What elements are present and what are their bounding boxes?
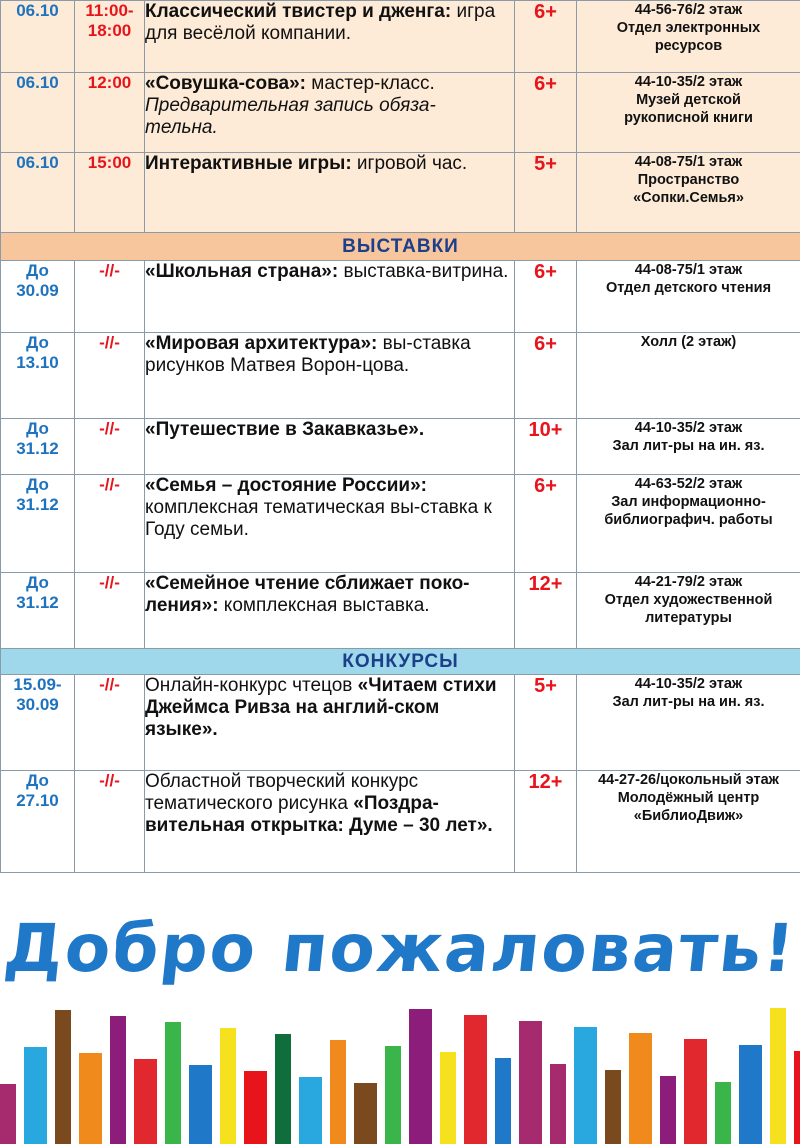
table-row: [1, 573, 800, 649]
event-time: 15:00: [75, 153, 145, 233]
book-spine: [134, 1059, 157, 1144]
age-rating: 5+: [515, 153, 577, 233]
book-spine: [24, 1047, 47, 1144]
event-date: 06.10: [1, 1, 75, 73]
book-spine: [495, 1058, 511, 1144]
event-description: «Мировая архитектура»: вы-ставка рисунков Матвея Ворон-цова.: [145, 333, 515, 419]
table-row: [1, 475, 800, 573]
event-description: Онлайн-конкурс чтецов «Читаем стихи Джеймса Ривза на англий-ском языке».: [145, 675, 515, 771]
book-spine: [409, 1009, 432, 1144]
event-location: 44-63-52/2 этаж Зал информационно- библиографич. работы: [577, 475, 800, 573]
book-spine: [629, 1033, 652, 1144]
event-description: Классический твистер и дженга: игра для весёлой компании.: [145, 1, 515, 73]
table-row: [1, 153, 800, 233]
event-location: 44-27-26/цокольный этаж Молодёжный центр «БиблиоДвиж»: [577, 771, 800, 873]
event-time: -//-: [75, 573, 145, 649]
table-row: [1, 333, 800, 419]
event-description: «Путешествие в Закавказье».: [145, 419, 515, 475]
section-title: ВЫСТАВКИ: [1, 233, 800, 261]
book-spine: [660, 1076, 676, 1144]
event-location: 44-56-76/2 этаж Отдел электронных ресурсов: [577, 1, 800, 73]
section-title: КОНКУРСЫ: [1, 649, 800, 675]
age-rating: 6+: [515, 333, 577, 419]
event-date: До 31.12: [1, 419, 75, 475]
book-spine: [275, 1034, 291, 1144]
event-date: До 13.10: [1, 333, 75, 419]
event-time: -//-: [75, 261, 145, 333]
event-date: До 31.12: [1, 475, 75, 573]
age-rating: 6+: [515, 475, 577, 573]
age-rating: 12+: [515, 771, 577, 873]
book-spine: [715, 1082, 731, 1144]
book-spine: [605, 1070, 621, 1144]
book-spine: [330, 1040, 346, 1144]
event-time: -//-: [75, 675, 145, 771]
age-rating: 5+: [515, 675, 577, 771]
event-date: 06.10: [1, 73, 75, 153]
event-time: 12:00: [75, 73, 145, 153]
welcome-banner: Добро пожаловать!: [0, 910, 800, 987]
age-rating: 6+: [515, 1, 577, 73]
event-date: До 27.10: [1, 771, 75, 873]
age-rating: 10+: [515, 419, 577, 475]
book-spine: [550, 1064, 566, 1144]
event-location: 44-08-75/1 этаж Пространство «Сопки.Семья»: [577, 153, 800, 233]
book-spine: [739, 1045, 762, 1144]
table-row: [1, 675, 800, 771]
book-spine: [299, 1077, 322, 1144]
event-description: Областной творческий конкурс тематического рисунка «Поздра-вительная открытка: Думе – 30 лет».: [145, 771, 515, 873]
books-decoration: [0, 1000, 800, 1144]
age-rating: 12+: [515, 573, 577, 649]
section-header-contests: [1, 649, 800, 675]
event-description: «Семейное чтение сближает поко-ления»: комплексная выставка.: [145, 573, 515, 649]
event-date: До 31.12: [1, 573, 75, 649]
event-date: 15.09- 30.09: [1, 675, 75, 771]
table-row: [1, 73, 800, 153]
book-spine: [794, 1051, 800, 1144]
event-time: 11:00- 18:00: [75, 1, 145, 73]
book-spine: [464, 1015, 487, 1144]
section-header-exhibitions: [1, 233, 800, 261]
event-location: 44-10-35/2 этаж Зал лит-ры на ин. яз.: [577, 419, 800, 475]
event-time: -//-: [75, 475, 145, 573]
book-spine: [189, 1065, 212, 1144]
event-time: -//-: [75, 771, 145, 873]
book-spine: [165, 1022, 181, 1144]
age-rating: 6+: [515, 261, 577, 333]
book-spine: [385, 1046, 401, 1144]
event-location: 44-10-35/2 этаж Зал лит-ры на ин. яз.: [577, 675, 800, 771]
book-spine: [55, 1010, 71, 1144]
book-spine: [110, 1016, 126, 1144]
event-description: Интерактивные игры: игровой час.: [145, 153, 515, 233]
age-rating: 6+: [515, 73, 577, 153]
table-row: [1, 771, 800, 873]
event-description: «Школьная страна»: выставка-витрина.: [145, 261, 515, 333]
book-spine: [770, 1008, 786, 1144]
table-row: [1, 419, 800, 475]
event-location: Холл (2 этаж): [577, 333, 800, 419]
book-spine: [220, 1028, 236, 1144]
event-description: «Семья – достояние России»: комплексная тематическая вы-ставка к Году семьи.: [145, 475, 515, 573]
book-spine: [79, 1053, 102, 1144]
event-time: -//-: [75, 419, 145, 475]
book-spine: [354, 1083, 377, 1144]
event-location: 44-10-35/2 этаж Музей детской рукописной книги: [577, 73, 800, 153]
event-location: 44-08-75/1 этаж Отдел детского чтения: [577, 261, 800, 333]
event-time: -//-: [75, 333, 145, 419]
book-spine: [244, 1071, 267, 1144]
table-row: [1, 261, 800, 333]
book-spine: [0, 1084, 16, 1144]
event-date: До 30.09: [1, 261, 75, 333]
table-row: [1, 1, 800, 73]
book-spine: [574, 1027, 597, 1144]
book-spine: [684, 1039, 707, 1144]
event-description: «Совушка-сова»: мастер-класс. Предварительная запись обяза- тельна.: [145, 73, 515, 153]
book-spine: [440, 1052, 456, 1144]
event-date: 06.10: [1, 153, 75, 233]
event-location: 44-21-79/2 этаж Отдел художественной литературы: [577, 573, 800, 649]
book-spine: [519, 1021, 542, 1144]
